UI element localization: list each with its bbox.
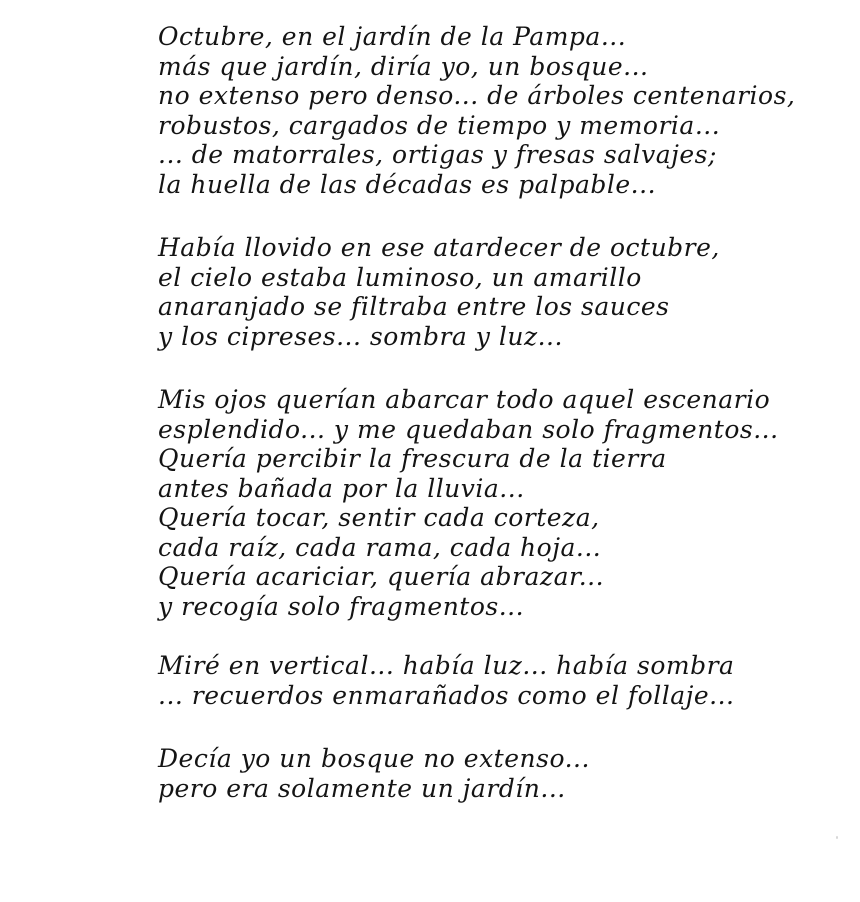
- poem-line: cada raíz, cada rama, cada hoja...: [158, 532, 602, 562]
- handwritten-poem: [158, 22, 798, 837]
- poem-line: Miré en vertical... había luz... había sombra: [158, 651, 735, 680]
- poem-line: ... de matorrales, ortigas y fresas salvajes;: [158, 140, 717, 169]
- poem-line: robustos, cargados de tiempo y memoria...: [158, 110, 721, 140]
- stanza-4: [158, 651, 798, 710]
- poem-line: y los cipreses... sombra y luz...: [158, 321, 563, 351]
- poem-line: Quería tocar, sentir cada corteza,: [158, 503, 600, 532]
- poem-line: la huella de las décadas es palpable...: [158, 169, 657, 199]
- poem-line: Decía yo un bosque no extenso...: [158, 744, 590, 773]
- paper-speck: [836, 836, 838, 839]
- poem-line: pero era solamente un jardín...: [158, 773, 566, 803]
- poem-line: no extenso pero denso... de árboles centenarios,: [158, 81, 796, 110]
- poem-line: y recogía solo fragmentos...: [158, 591, 525, 621]
- stanza-3: [158, 385, 798, 621]
- poem-line: Mis ojos querían abarcar todo aquel escenario: [158, 385, 771, 414]
- poem-line: ... recuerdos enmarañados como el follaje...: [158, 680, 735, 710]
- poem-line: Quería acariciar, quería abrazar...: [158, 562, 605, 591]
- poem-line: anaranjado se filtraba entre los sauces: [158, 292, 670, 321]
- poem-line: el cielo estaba luminoso, un amarillo: [158, 262, 642, 292]
- poem-line: Había llovido en ese atardecer de octubre,: [158, 233, 720, 262]
- poem-line: más que jardín, diría yo, un bosque...: [158, 51, 649, 81]
- poem-line: Octubre, en el jardín de la Pampa...: [158, 22, 627, 51]
- stanza-2: [158, 233, 798, 351]
- stanza-5: [158, 744, 798, 803]
- poem-line: Quería percibir la frescura de la tierra: [158, 444, 667, 473]
- poem-line: esplendido... y me quedaban solo fragmentos...: [158, 414, 779, 444]
- stanza-1: [158, 22, 798, 199]
- poem-line: antes bañada por la lluvia...: [158, 473, 525, 503]
